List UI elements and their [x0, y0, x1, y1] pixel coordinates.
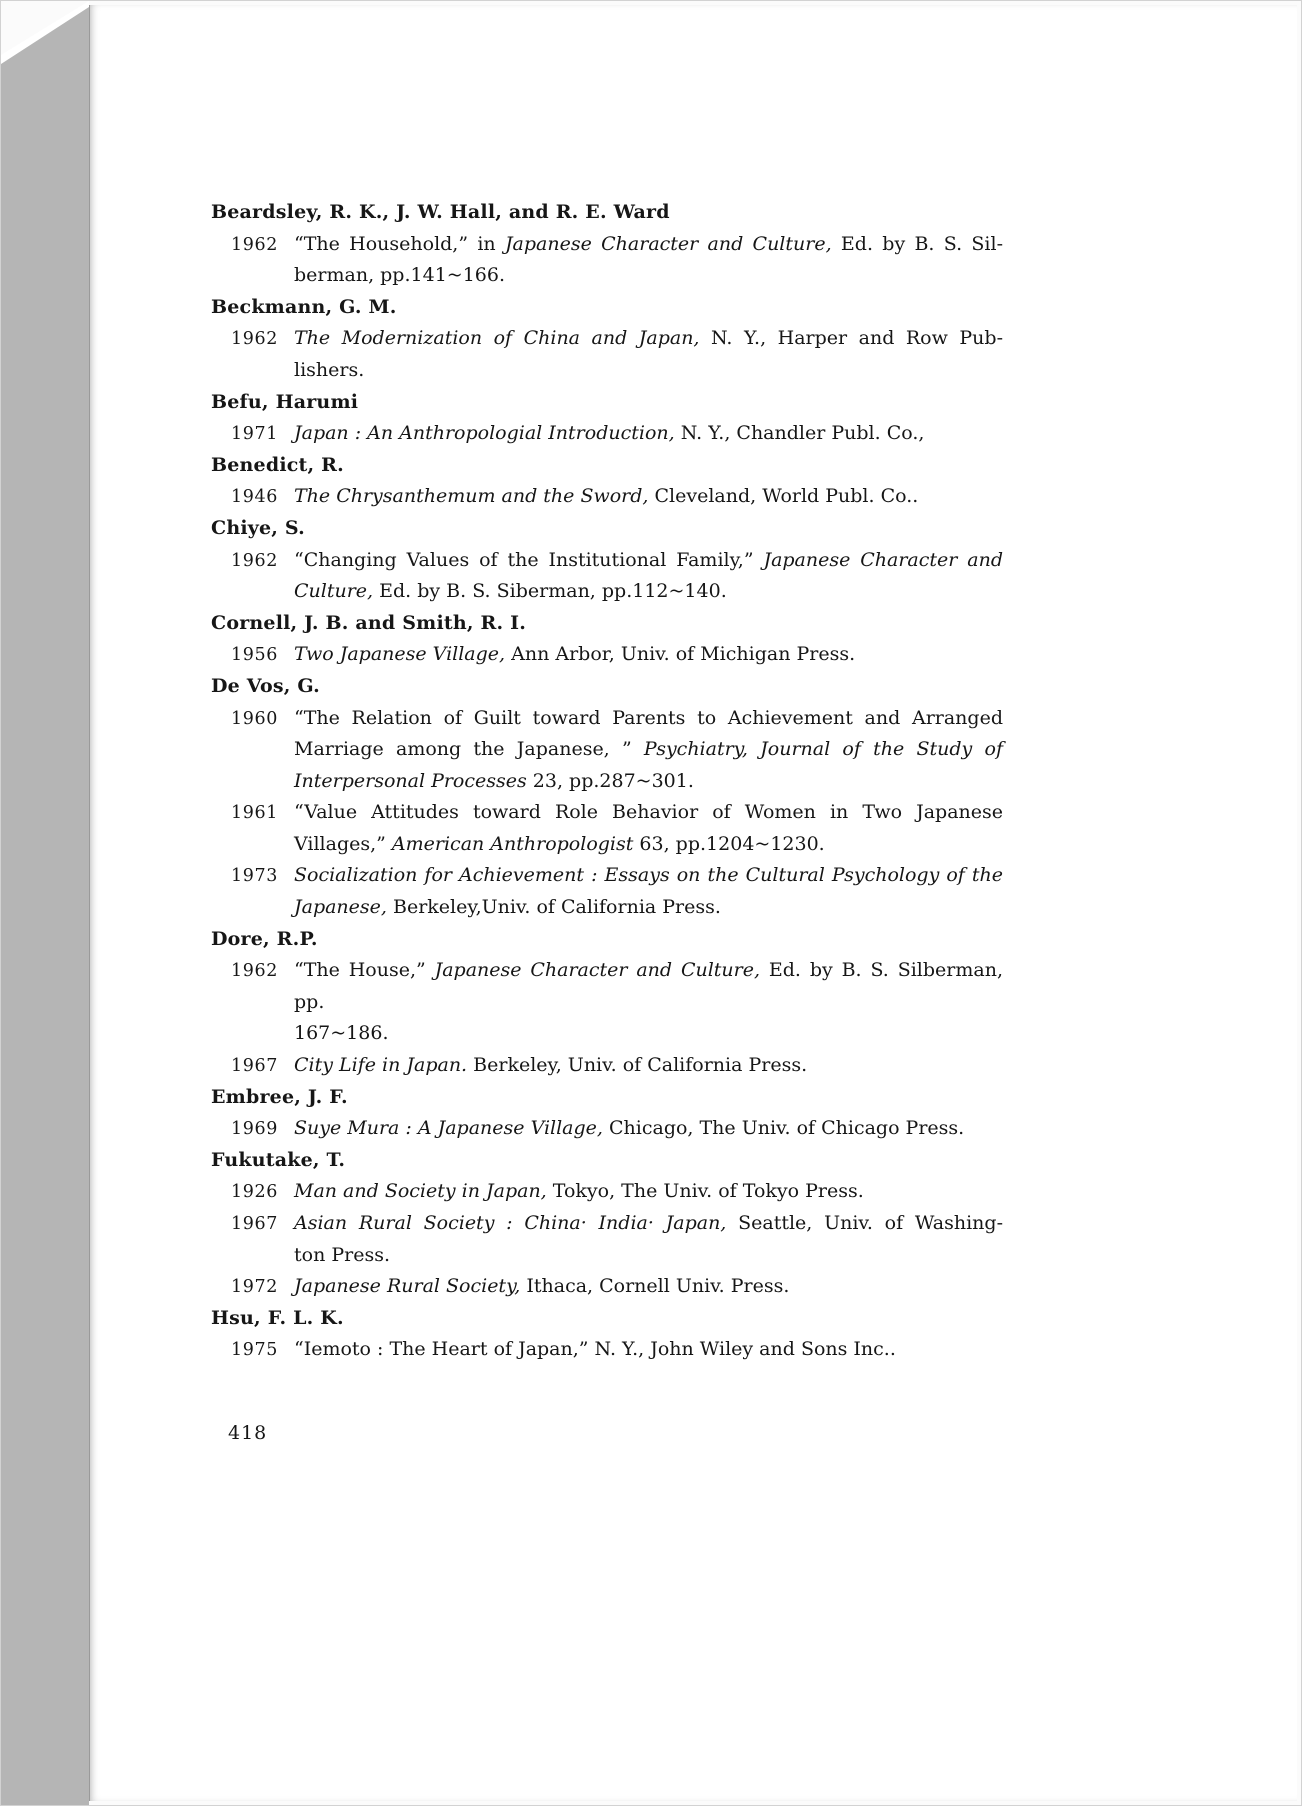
text-segment: “Changing Values of the Institutional Family,” — [294, 548, 764, 571]
bibliography-entry — [211, 671, 1003, 924]
entry-author: Fukutake, T. — [211, 1148, 346, 1171]
entry-work — [231, 639, 1003, 671]
work-year: 1967 — [231, 1214, 278, 1234]
work-year: 1973 — [231, 866, 278, 887]
work-text — [294, 229, 1003, 292]
entry-author: Chiye, S. — [211, 516, 305, 539]
entry-work — [231, 418, 1003, 450]
book-page — [89, 5, 1297, 1801]
entry-work — [231, 481, 1003, 513]
text-segment: Ithaca, Cornell Univ. Press. — [520, 1275, 790, 1298]
work-text — [294, 955, 1003, 1050]
text-segment: 167~186. — [294, 1022, 389, 1045]
work-year: 1967 — [231, 1056, 278, 1077]
title-italic-segment: Japanese Character and Culture, — [504, 232, 832, 255]
text-segment: Villages,” — [294, 832, 392, 855]
work-line — [294, 481, 1003, 513]
text-segment: “Value Attitudes toward Role Behavior of Women in Two Japanese — [294, 801, 1003, 824]
title-italic-segment: Man and Society in Japan, — [294, 1180, 547, 1203]
entry-work — [231, 703, 1003, 798]
bibliography-entry — [211, 387, 1003, 450]
entry-work — [231, 1113, 1003, 1145]
bibliography-entry — [211, 1082, 1003, 1145]
page-number: 418 — [228, 1421, 268, 1444]
entry-work — [231, 1208, 1003, 1271]
work-line — [294, 545, 1003, 577]
title-italic-segment: Suye Mura : A Japanese Village, — [294, 1117, 603, 1140]
title-italic-segment: The Chrysanthemum and the Sword, — [294, 485, 649, 508]
bibliography-list — [211, 197, 1003, 1366]
work-line — [294, 766, 1003, 798]
work-year: 1962 — [231, 234, 278, 255]
text-segment: berman, pp.141~166. — [294, 264, 506, 287]
work-text — [294, 1334, 1003, 1366]
entry-work — [231, 323, 1003, 386]
work-text — [294, 545, 1003, 608]
work-line — [294, 1113, 1003, 1145]
entry-work — [231, 1334, 1003, 1366]
entry-work — [231, 545, 1003, 608]
text-segment: Ed. by B. S. Sil- — [831, 232, 1003, 255]
work-year: 1946 — [231, 487, 278, 508]
entry-author: Hsu, F. L. K. — [211, 1306, 344, 1329]
entry-author: Dore, R.P. — [211, 927, 318, 950]
work-year: 1926 — [231, 1182, 278, 1203]
work-text — [294, 860, 1003, 923]
work-year: 1962 — [231, 961, 278, 982]
work-year: 1956 — [231, 645, 278, 666]
work-text — [294, 1271, 1003, 1303]
text-segment: Chicago, The Univ. of Chicago Press. — [602, 1117, 965, 1140]
title-italic-segment: Japanese Character and — [763, 548, 1003, 571]
work-line — [294, 1208, 1003, 1240]
title-italic-segment: The Modernization of China and Japan, — [294, 327, 700, 350]
work-line — [294, 703, 1003, 735]
title-italic-segment: City Life in Japan. — [294, 1054, 468, 1077]
entry-work — [231, 797, 1003, 860]
title-italic-segment: Interpersonal Processes — [294, 769, 527, 792]
work-text — [294, 797, 1003, 860]
bibliography-entry — [211, 450, 1003, 513]
title-italic-segment: Japan : An Anthropologial Introduction, — [294, 422, 675, 445]
entry-author: De Vos, G. — [211, 674, 320, 697]
title-italic-segment: Asian Rural Society : China· India· Japan, — [294, 1212, 727, 1234]
text-segment: Ed. by B. S. Silberman, pp. — [294, 959, 1003, 1013]
work-line — [294, 797, 1003, 829]
work-line — [294, 1050, 1003, 1082]
text-segment: Berkeley, Univ. of California Press. — [467, 1054, 808, 1077]
work-line — [294, 1271, 1003, 1303]
entry-author: Beckmann, G. M. — [211, 295, 397, 318]
text-segment: Berkeley,Univ. of California Press. — [386, 896, 721, 919]
work-year: 1962 — [231, 550, 278, 571]
work-line — [294, 1240, 1003, 1272]
bibliography-entry — [211, 292, 1003, 387]
work-year: 1961 — [231, 803, 278, 824]
work-line — [294, 829, 1003, 861]
entry-work — [231, 1271, 1003, 1303]
bibliography-entry — [211, 513, 1003, 608]
bibliography-entry — [211, 1303, 1003, 1366]
work-line — [294, 576, 1003, 608]
text-segment: N. Y., Harper and Row Pub- — [699, 327, 1003, 350]
work-text — [294, 418, 1003, 450]
bibliography-entry — [211, 1145, 1003, 1303]
entry-author: Cornell, J. B. and Smith, R. I. — [211, 611, 527, 634]
text-segment: Seattle, Univ. of Washing- — [726, 1212, 1003, 1234]
title-italic-segment: Psychiatry, Journal of the Study of — [643, 738, 1003, 761]
work-year: 1960 — [231, 708, 278, 729]
work-year: 1972 — [231, 1277, 278, 1298]
title-italic-segment: Socialization for Achievement : Essays on the Cultural Psychology of the — [294, 864, 1003, 887]
title-italic-segment: Two Japanese Village, — [294, 643, 506, 666]
title-italic-segment: Culture, — [294, 580, 374, 603]
work-line — [294, 1334, 1003, 1366]
bibliography-entry — [211, 608, 1003, 671]
entry-author: Befu, Harumi — [211, 390, 359, 413]
work-line — [294, 892, 1003, 924]
bibliography-entry — [211, 197, 1003, 292]
work-line — [294, 1176, 1003, 1208]
entry-work — [231, 1176, 1003, 1208]
text-segment: Ed. by B. S. Siberman, pp.112~140. — [373, 580, 727, 603]
work-line — [294, 260, 1003, 292]
work-text — [294, 1176, 1003, 1208]
entry-work — [231, 1050, 1003, 1082]
title-italic-segment: American Anthropologist — [391, 832, 634, 855]
bibliography-content — [211, 197, 1003, 1450]
entry-work — [231, 955, 1003, 1050]
work-line — [294, 639, 1003, 671]
work-text — [294, 703, 1003, 798]
work-year: 1975 — [231, 1340, 278, 1361]
title-italic-segment: Japanese Character and Culture, — [434, 959, 761, 982]
page-stack-edge — [1, 1, 89, 1806]
bibliography-entry — [211, 924, 1003, 1082]
entry-work — [231, 860, 1003, 923]
text-segment: “The Household,” in — [294, 232, 505, 255]
work-line — [294, 355, 1003, 387]
title-italic-segment: Japanese Rural Society, — [294, 1275, 521, 1298]
text-segment: ton Press. — [294, 1243, 391, 1266]
work-text — [294, 1050, 1003, 1082]
work-year: 1962 — [231, 329, 278, 350]
entry-work — [231, 229, 1003, 292]
text-segment: Marriage among the Japanese, ” — [294, 738, 644, 761]
text-segment: “The Relation of Guilt toward Parents to Achievement and Arranged — [294, 706, 1003, 729]
entry-author: Embree, J. F. — [211, 1085, 348, 1108]
text-segment: 63, pp.1204~1230. — [633, 832, 825, 855]
text-segment: lishers. — [294, 358, 365, 381]
text-segment: N. Y., Chandler Publ. Co., — [674, 422, 925, 445]
work-text — [294, 1113, 1003, 1145]
work-text — [294, 481, 1003, 513]
work-line — [294, 1018, 1003, 1050]
text-segment: 23, pp.287~301. — [526, 769, 694, 792]
work-text — [294, 1208, 1003, 1271]
entry-author: Beardsley, R. K., J. W. Hall, and R. E. Ward — [211, 201, 670, 223]
work-year: 1971 — [231, 424, 278, 445]
work-year: 1969 — [231, 1119, 278, 1140]
work-line — [294, 323, 1003, 355]
text-segment: Ann Arbor, Univ. of Michigan Press. — [505, 643, 856, 666]
text-segment: “The House,” — [294, 959, 435, 982]
work-text — [294, 323, 1003, 386]
work-line — [294, 955, 1003, 1018]
text-segment: Cleveland, World Publ. Co.. — [648, 485, 919, 508]
entry-author: Benedict, R. — [211, 453, 344, 476]
text-segment: Tokyo, The Univ. of Tokyo Press. — [546, 1180, 864, 1203]
work-line — [294, 418, 1003, 450]
work-text — [294, 639, 1003, 671]
text-segment: “Iemoto : The Heart of Japan,” N. Y., John Wiley and Sons Inc.. — [294, 1338, 896, 1361]
work-line — [294, 734, 1003, 766]
work-line — [294, 229, 1003, 261]
work-line — [294, 860, 1003, 892]
title-italic-segment: Japanese, — [294, 896, 387, 919]
